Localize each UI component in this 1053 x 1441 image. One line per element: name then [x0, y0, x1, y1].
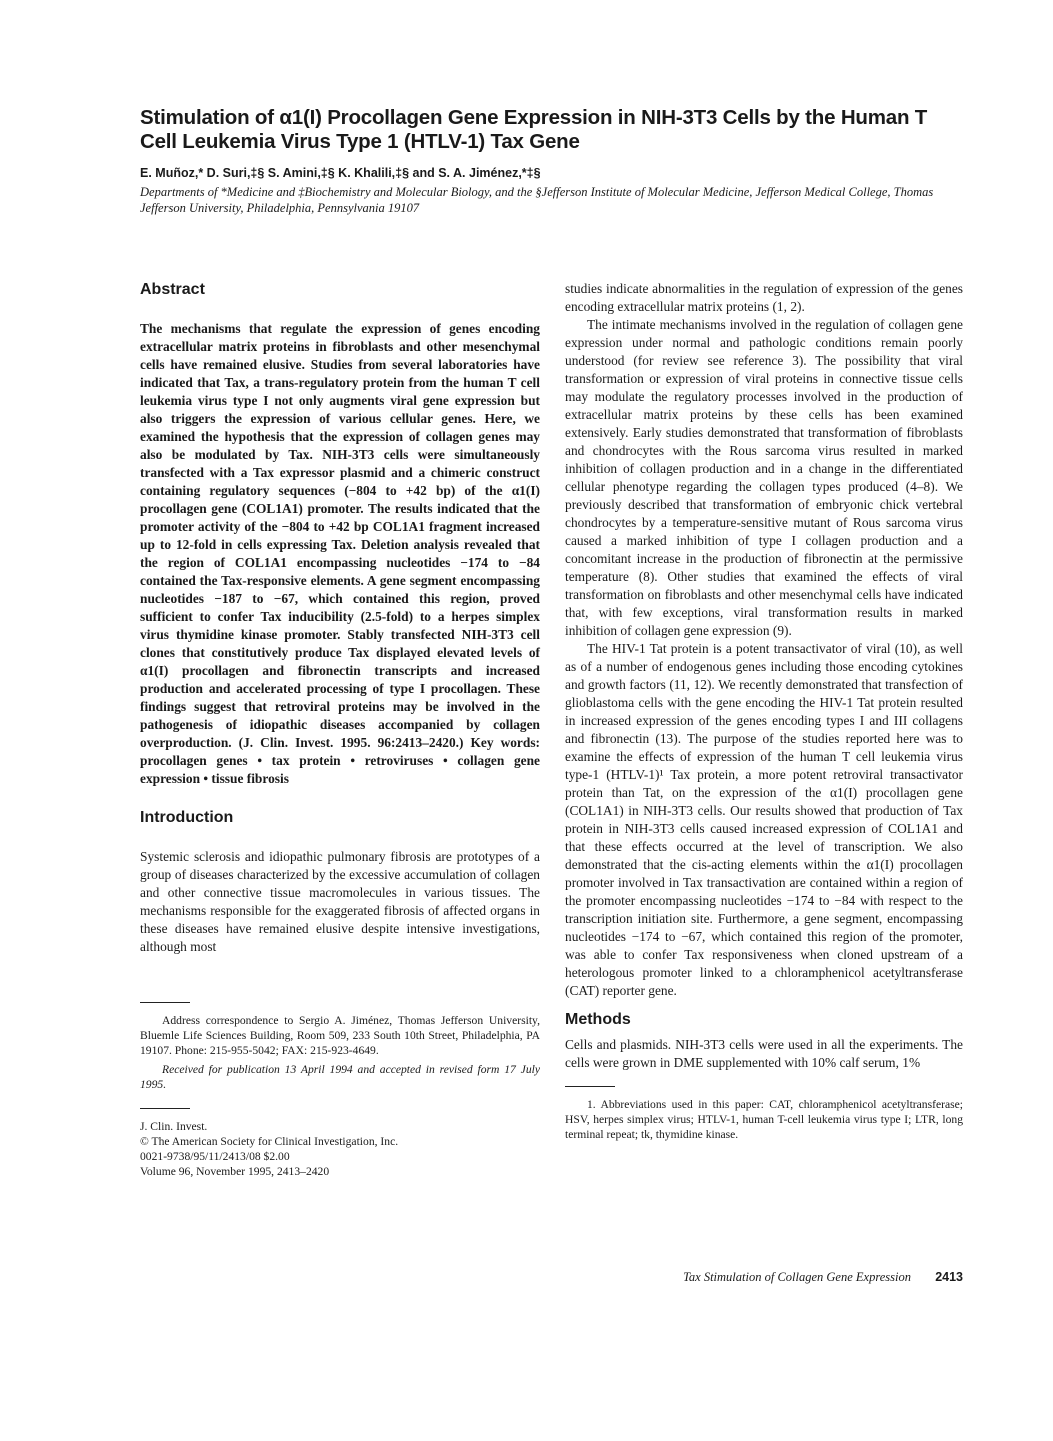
- intro-paragraph-2: The intimate mechanisms involved in the regulation of collagen gene expression under normal and pathologic conditions remain poorly understood (for review see reference 3). The possibility that viral transformation or expression of viral proteins in connective tissue cells may modulate the regulatory processes involved in the production of extracellular matrix proteins by these cells has been examined extensively. Early studies demonstrated that transformation of fibroblasts and chondrocytes with the Rous sarcoma virus resulted in marked inhibition of collagen production and in a change in the differentiated cellular phenotype regarding the collagen types produced (4–8). We previously described that transformation of embryonic chick vertebral chondrocytes by a temperature-sensitive mutant of Rous sarcoma virus caused a marked inhibition of type I collagen production and a concomitant increase in the production of fibronectin at the permissive temperature (8). Other studies that examined the effects of viral transformation on fibroblasts and other mesenchymal cells have indicated that, with few exceptions, viral transformation results in marked inhibition of collagen gene expression (9).: [565, 317, 963, 638]
- right-column: [565, 280, 963, 1142]
- journal-abbrev: J. Clin. Invest.: [140, 1120, 208, 1133]
- methods-heading: Methods: [565, 1011, 631, 1028]
- intro-paragraph-1: studies indicate abnormalities in the regulation of expression of the genes encoding extracellular matrix proteins (1, 2).: [565, 281, 963, 314]
- abstract-text: The mechanisms that regulate the expression of genes encoding extracellular matrix proteins in fibroblasts and other mesenchymal cells have remained elusive. Studies from several laboratories have indicated that Tax, a trans-regulatory protein from the human T cell leukemia virus type I not only augments viral gene expression but also triggers the expression of various cellular genes. Here, we examined the hypothesis that the expression of collagen genes may also be modulated by Tax. NIH-3T3 cells were simultaneously transfected with a Tax expressor plasmid and a chimeric construct containing regulatory sequences (−804 to +42 bp) of the α1(I) procollagen gene (COL1A1) promoter. The results indicated that the promoter activity of the −804 to +42 bp COL1A1 fragment increased up to 12-fold in cells expressing Tax. Deletion analysis revealed that the region of COL1A1 encompassing nucleotides −174 to −84 contained the Tax-responsive elements. A gene segment encompassing nucleotides −187 to −67, which contained this region, proved sufficient to confer Tax inducibility (2.5-fold) to a herpes simplex virus thymidine kinase promoter. Stably transfected NIH-3T3 cell clones that constitutively produce Tax displayed elevated levels of α1(I) procollagen and fibronectin transcripts and increased production and accelerated processing of type I procollagen. These findings suggest that retroviral proteins may be involved in the pathogenesis of idiopathic diseases accompanied by collagen overproduction. (J. Clin. Invest. 1995. 96:2413–2420.) Key words: procollagen genes • tax protein • retroviruses • collagen gene expression • tissue fibrosis: [140, 321, 540, 786]
- journal-info: [140, 1119, 540, 1179]
- received-note: Received for publication 13 April 1994 and accepted in revised form 17 July 1995.: [140, 1063, 540, 1091]
- methods-text: Cells and plasmids. NIH-3T3 cells were used in all the experiments. The cells were grown in DME supplemented with 10% calf serum, 1%: [565, 1037, 963, 1070]
- journal-copyright: © The American Society for Clinical Investigation, Inc.: [140, 1135, 399, 1148]
- abbrev-footnote-divider: [565, 1086, 615, 1087]
- page-number: 2413: [935, 1270, 963, 1284]
- intro-paragraph-3: The HIV-1 Tat protein is a potent transactivator of viral (10), as well as of a number of endogenous genes including those encoding cytokines and growth factors (11, 12). We recently demonstrated that transfection of glioblastoma cells with the gene encoding the HIV-1 Tat protein resulted in increased expression of the genes encoding types I and III collagens and fibronectin (13). The purpose of the studies reported here was to examine the effects of expression of the human T cell leukemia virus type-1 (HTLV-1)¹ Tax protein, a more potent retroviral transactivator protein than Tat, on the expression of the α1(I) procollagen gene (COL1A1) in NIH-3T3 cells. Our results showed that production of Tax protein in NIH-3T3 cells caused increased expression of COL1A1 and that these effects occurred at the level of transcription. We also demonstrated that the cis-acting elements within the α1(I) procollagen promoter involved in Tax transactivation are contained within a region of the promoter encompassing nucleotides −174 to −84 with respect to the transcription initiation site. Furthermore, a gene segment, encompassing nucleotides −174 to −67, which contained this region of the promoter, was able to confer Tax responsiveness when cloned upstream of a heterologous promoter linked to a chloramphenicol acetyltransferase (CAT) reporter gene.: [565, 641, 963, 998]
- journal-divider: [140, 1108, 190, 1109]
- journal-issn: 0021-9738/95/11/2413/08 $2.00: [140, 1150, 290, 1163]
- running-title: Tax Stimulation of Collagen Gene Expression: [683, 1270, 911, 1284]
- article-title: Stimulation of α1(I) Procollagen Gene Expression in NIH-3T3 Cells by the Human T Cell Leukemia Virus Type 1 (HTLV-1) Tax Gene: [140, 106, 928, 153]
- footnote-divider: [140, 1002, 190, 1003]
- correspondence-note: Address correspondence to Sergio A. Jiménez, Thomas Jefferson University, Bluemle Life Sciences Building, Room 509, 233 South 10th Street, Philadelphia, PA 19107. Phone: 215-955-5042; FAX: 215-923-4649.: [140, 1014, 540, 1057]
- journal-volume: Volume 96, November 1995, 2413–2420: [140, 1165, 330, 1178]
- left-column: [140, 280, 540, 1179]
- abstract-heading: Abstract: [140, 281, 205, 298]
- abbreviations-footnote: 1. Abbreviations used in this paper: CAT, chloramphenicol acetyltransferase; HSV, herpes simplex virus; HTLV-1, human T-cell leukemia virus type I; LTR, long terminal repeat; tk, thymidine kinase.: [565, 1098, 963, 1141]
- author-affiliations: Departments of *Medicine and ‡Biochemistry and Molecular Biology, and the §Jefferson Institute of Molecular Medicine, Jefferson Medical College, Thomas Jefferson University, Philadelphia, Pennsylvania 19107: [140, 185, 934, 215]
- introduction-heading: Introduction: [140, 809, 234, 826]
- author-list: E. Muñoz,* D. Suri,‡§ S. Amini,‡§ K. Khalili,‡§ and S. A. Jiménez,*‡§: [140, 166, 541, 180]
- introduction-text: Systemic sclerosis and idiopathic pulmonary fibrosis are prototypes of a group of diseases characterized by the excessive accumulation of collagen and other connective tissue macromolecules in various tissues. The mechanisms responsible for the exaggerated fibrosis of affected organs in these diseases have remained elusive despite intensive investigations, although most: [140, 849, 540, 954]
